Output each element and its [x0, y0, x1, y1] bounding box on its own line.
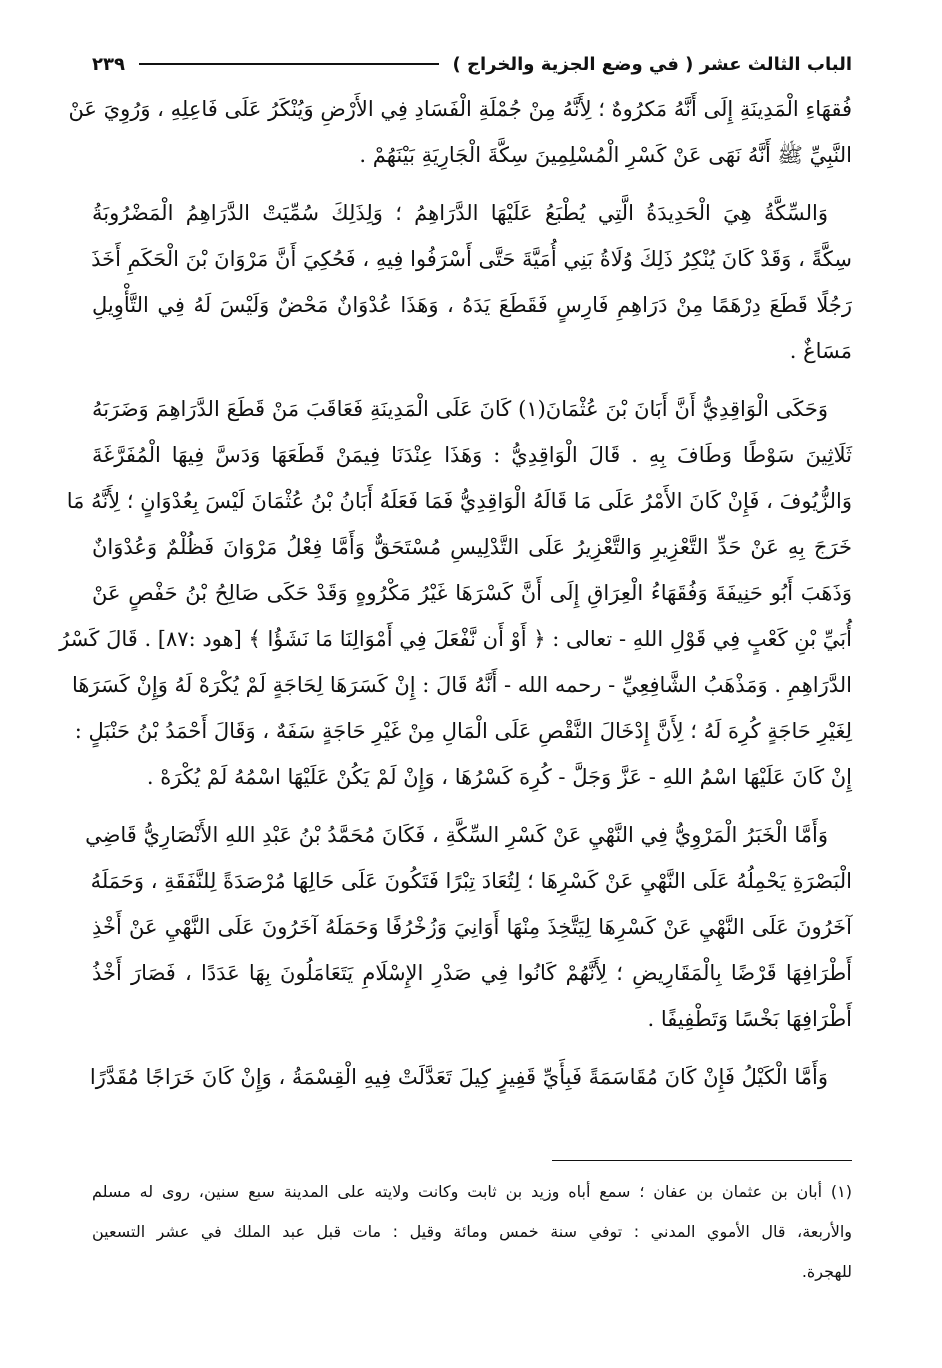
text-line: النَّبِيِّ ﷺ أَنَّهُ نَهَى عَنْ كَسْرِ الْمُسْلِمِينَ سِكَّةَ الْجَارِيَةِ بَيْنَهُمْ . — [359, 143, 852, 167]
paragraph — [59, 386, 852, 800]
text-line: الدَّرَاهِمِ . وَمَذْهَبُ الشَّافِعِيِّ - رحمه الله - أَنَّهُ قَالَ : إِنْ كَسَرَهَا لِحَاجَةٍ لَمْ يُكْرَهْ لَهُ وَإِنْ كَسَرَهَا — [71, 673, 852, 697]
text-line: وَذَهَبَ أَبُو حَنِيفَةَ وَفُقَهَاءُ الْعِرَاقِ إِلَى أَنَّ كَسْرَهَا غَيْرُ مَكْرُوهٍ وَقَدْ حَكَى صَالِحُ بْنُ حَفْصٍ عَنْ — [92, 581, 852, 605]
paragraph — [85, 812, 852, 1042]
text-line: رَجُلًا قَطَعَ دِرْهَمًا مِنْ دَرَاهِمِ فَارِسٍ فَقَطَعَ يَدَهُ ، وَهَذَا عُدْوَانٌ مَحْضٌ وَلَيْسَ لَهُ فِي التَّأْوِيلِ — [92, 293, 852, 317]
text-line: فُقهَاءِ الْمَدِينَةِ إِلَى أَنَّهُ مَكرُوهٌ ؛ لِأَنَّهُ مِنْ جُمْلَةِ الْفَسَادِ فِي الأَرْضِ وَيُنْكَرُ عَلَى فَاعِلِهِ ، وَرُوِيَ عَنْ — [68, 97, 852, 121]
paragraph — [89, 1054, 852, 1100]
page-number: ٢٣٩ — [92, 53, 125, 75]
text-line: وَالسِّكَّةُ هِيَ الْحَدِيدَةُ الَّتِي يُطْبَعُ عَلَيْهَا الدَّرَاهِمُ ؛ وَلِذَلِكَ سُمِّيَتْ الدَّرَاهِمُ الْمَضْرُوبَةُ — [92, 201, 828, 225]
text-line: أَطْرَافِهَا قَرْضًا بِالْمَقَارِيضِ ؛ لِأَنَّهُمْ كَانُوا فِي صَدْرِ الإِسْلَامِ يَتَعَامَلُونَ بِهَا عَدَدًا ، فَصَارَ أَخْذُ — [92, 961, 852, 985]
running-header — [92, 42, 852, 86]
paragraph — [92, 190, 852, 374]
footnote-line: للهجرة. — [801, 1262, 852, 1281]
text-line: أَطْرَافِهَا بَخْسًا وَتَطْفِيفًا . — [647, 1007, 852, 1031]
footnote-separator — [552, 1160, 852, 1161]
text-line: الْبَصْرَةِ يَحْمِلُهُ عَلَى النَّهْيِ عَنْ كَسْرِهَا ؛ لِتُعَادَ تِبْرًا فَتَكُونَ عَلَى حَالِهَا مُرْصَدَةً لِلنَّفَقَةِ ، وَحَمَلَهُ — [90, 869, 852, 893]
text-line: وَالزُّيُوفَ ، فَإِنْ كَانَ الأَمْرُ عَلَى مَا قَالَهُ الْوَاقِدِيُّ فَمَا فَعَلَهُ أَبَانُ بْنُ عُثْمَانَ لَيْسَ بِعُدْوَانٍ ؛ لِأَنَّهُ مَا — [66, 489, 852, 513]
text-line: سِكَّةً ، وَقَدْ كَانَ يُنْكِرُ ذَلِكَ وُلَاةُ بَنِي أُمَيَّةَ حَتَّى أَسْرَفُوا فِيهِ ، فَحُكِيَ أَنَّ مَرْوَانَ بْنَ الْحَكَمِ أَخَذَ — [91, 247, 852, 271]
footnote-line: (١) أبان بن عثمان بن عفان ؛ سمع أباه وزيد بن ثابت وكانت ولايته على المدينة سبع سنين، روى له مسلم — [92, 1182, 852, 1201]
footnotes — [92, 1172, 852, 1292]
text-line: مَسَاغٌ . — [789, 339, 852, 363]
text-line: ثَلَاثِينَ سَوْطًا وَطَافَ بِهِ . قَالَ الْوَاقِدِيُّ : وَهَذَا عِنْدَنَا فِيمَنْ قَطَعَهَا وَدَسَّ فِيهَا الْمُفَرَّغَةَ — [92, 443, 852, 467]
text-line: وَأَمَّا الْكَيْلُ فَإِنْ كَانَ مُقَاسَمَةً فَبِأَيِّ قَفِيزٍ كِيلَ تَعَدَّلَتْ فِيهِ الْقِسْمَةُ ، وَإِنْ كَانَ خَرَاجًا مُقَدَّرًا — [89, 1065, 828, 1089]
body-text — [59, 86, 852, 1100]
text-line: خَرَجَ بِهِ عَنْ حَدِّ التَّعْزِيرِ وَالتَّعْزِيرُ عَلَى التَّدْلِيسِ مُسْتَحَقٌّ وَأَمَّا فِعْلُ مَرْوَانَ فَظُلْمٌ وَعُدْوَانٌ — [92, 535, 852, 559]
text-line: إِنْ كَانَ عَلَيْهَا اسْمُ اللهِ - عَزَّ وَجَلَّ - كُرِهَ كَسْرُهَا ، وَإِنْ لَمْ يَكُنْ عَلَيْهَا اسْمُهُ لَمْ يُكْرَهْ . — [146, 765, 852, 789]
text-line: آخَرُونَ عَلَى النَّهْيِ عَنْ كَسْرِهَا لِيَتَّخِذَ مِنْهَا أَوَانِيَ وَزُخْرُفًا وَحَمَلَهُ آخَرُونَ عَلَى النَّهْيِ عَنْ أَخْذِ — [92, 915, 852, 939]
paragraph — [68, 86, 852, 178]
book-page — [59, 30, 852, 1340]
text-line: وَحَكَى الْوَاقِدِيُّ أَنَّ أَبَانَ بْنَ عُثْمَانَ(١) كَانَ عَلَى الْمَدِينَةِ فَعَاقَبَ مَنْ قَطَعَ الدَّرَاهِمَ وَضَرَبَهُ — [92, 397, 829, 421]
text-line: لِغَيْرِ حَاجَةٍ كُرِهَ لَهُ ؛ لِأَنَّ إِدْخَالَ النَّقْصِ عَلَى الْمَالِ مِنْ غَيْرِ حَاجَةٍ سَفَهٌ ، وَقَالَ أَحْمَدُ بْنُ حَنْبَلٍ : — [74, 719, 852, 743]
header-rule — [139, 63, 439, 65]
text-line: وَأَمَّا الْخَبَرُ الْمَرْوِيُّ فِي النَّهْيِ عَنْ كَسْرِ السِّكَّةِ ، فَكَانَ مُحَمَّدُ بْنُ عَبْدِ اللهِ الأَنْصَارِيُّ قَاضِي — [85, 823, 828, 847]
chapter-title: الباب الثالث عشر ( في وضع الجزية والخراج ) — [452, 53, 852, 75]
footnote-line: والأربعة، قال الأموي المدني : توفي سنة خمس ومائة وقيل : مات قبل عبد الملك في عشر التسعين — [92, 1222, 852, 1241]
text-line: أُبَيِّ بْنِ كَعْبٍ فِي قَوْلِ اللهِ - تعالى : ﴿ أَوْ أَن نَّفْعَلَ فِي أَمْوَالِنَا مَا نَشَؤُا ﴾ [هود :٨٧] . قَالَ كَسْرُ — [59, 627, 852, 651]
